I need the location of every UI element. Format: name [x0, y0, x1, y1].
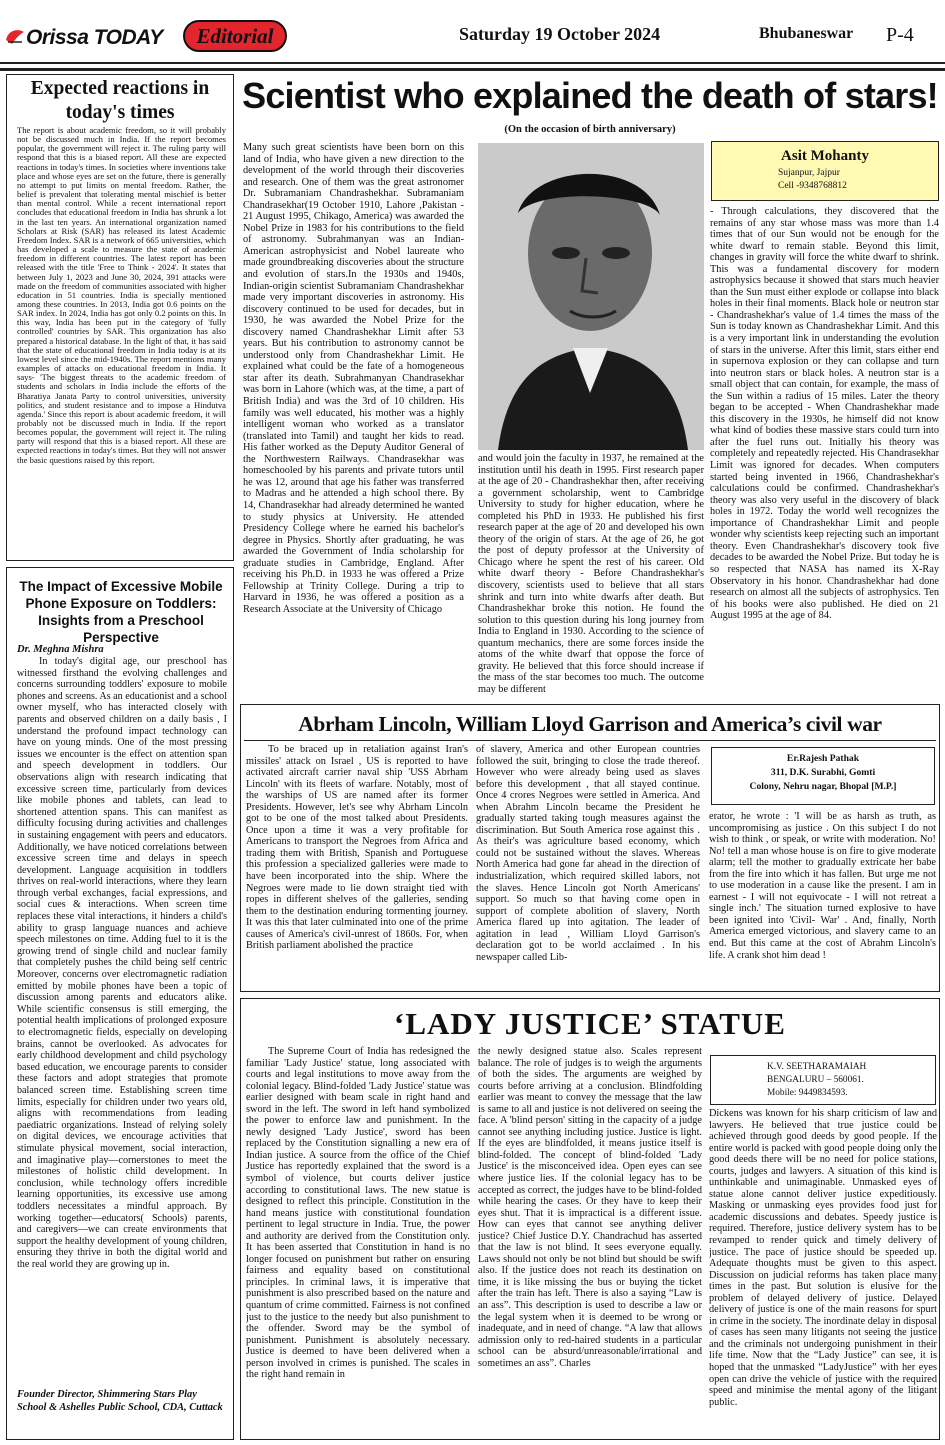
editorial-2-body: In today's digital age, our preschool has witnessed firsthand the evolving challenges and concerns surrounding toddlers' exposure to mobile phones and screens. As an educationist and a school owner myself, who has interacted closely with parents and observed children on a daily basis , I understand the profound impact technology can have on young minds. One of the most pressing issues we encounter is the effect on attention span and speech development in toddlers. Our observations align with research indicating that excessive screen time, particularly from devices like mobile phones and tablets, can lead to shortened attention spans. This can manifest as difficulty focusing during activities and challenges in sustaining engagement with peers and educators. Additionally, we have noticed correlations between excessive screen time and delays in speech development. Language acquisition in toddlers thrives on real-world interactions, where they learn through verbal exchanges, facial expressions, and social cues & interactions. When screen time replaces these vital interactions, it hinders a child's ability to grasp language nuances and achieve speech milestones on time. Adding fuel to it is the growing trend of single child and nuclear family that completely pushes the child being self centric Moreover, concerns over electromagnetic radiation emitted by mobile phones have been a topic of discussion among parents and educators alike. While scientific consensus is still emerging, the potential health implications of prolonged exposure to electromagnetic fields, especially on developing brains, cannot be overlooked. As advocates for early childhood development and child psychology based education, we encourage parents to consider these factors and adopt strategies that promote balanced screen time. Establishing screen time limits, especially for children under two years old, aligns with recommendations from leading paediatric organizations. Instead of relying solely on digital devices, we encourage activities that stimulate physical movement, social interaction, and imaginative play—cornerstones to meet the milestones of holistic child development. In conclusion, while technology offers incredible learning opportunities, its excessive use among toddlers necessitates a mindful approach. By working together—educators( Schools) parents, and caregivers—we can create environments that support the healthy development of young children, ensuring they thrive in both the digital world and the real world they are growing up in.	[17, 656, 227, 1270]
logo-icon	[4, 26, 26, 46]
issue-date: Saturday 19 October 2024	[459, 24, 661, 44]
author-1-cell: Cell -9348768812	[778, 181, 847, 191]
author-2-addr-1: 311, D.K. Surabhi, Gomti	[770, 767, 876, 778]
author-2-addr-2: Colony, Nehru nagar, Bhopal [M.P.]	[749, 781, 897, 792]
author-box-2	[711, 747, 935, 805]
author-3-addr: BENGALURU – 560061.	[767, 1075, 864, 1085]
article-2-col-2: of slavery, America and other European countries followed the suit, bringing to close the trade thereof. However who were already being used as slaves before this development , that all stayed continue. Once 4 crores Negroes were settled in America. And when Abrahm Lincoln became the President he gradually started taking tough measures against the discrimination. But South America rose against this . As their's was agriculture based economy, which could not be sustained without the slaves. Whereas North America had gone far ahead in the direction of industrialization, which required skilled labors, not the slaves. Hence Lincoln got North Americans' support. So much so that having come open in support of complete abolition of slavery, North America flared up into agitation. The leader of agitation in lead , William Lloyd Garrison's declaration got to be world acclaimed . In his newspaper called Lib-	[476, 744, 700, 963]
article-2-rule	[244, 740, 936, 741]
city: Bhubaneswar	[759, 25, 854, 42]
header-rule	[0, 68, 945, 71]
article-2-title: Abrham Lincoln, William Lloyd Garrison and America’s civil war	[298, 712, 882, 736]
author-2-name: Er.Rajesh Pathak	[786, 753, 860, 764]
editorial-2-footer: Founder Director, Shimmering Stars Play School & Ashelles Public School, CDA, Cuttack	[17, 1389, 223, 1413]
editorial-box-2	[6, 567, 234, 1440]
page-number: P-4	[886, 24, 914, 46]
editorial-1-body: The report is about academic freedom, so it will probably not be discussed much in India. If the report becomes popular, the government will reject it. The ruling party will respond that this is a biased report. All these are expected reactions in today's times. In societies where inventions take place and whose eyes are set on the future, there is generally no attempt to put limits on mental freedom. Rather, the belief is prevalent that tolerating mental mischief is better than mental control. While a recent international report concludes that educational freedom in India has shrunk a lot in the last ten years. An international organization named Scholars at Risk (SAR) has released its latest Academic Freedom Index. SAR is a network of 665 universities, which has developed a scale to measure the state of academic freedom in different countries. The latest report has been released with the title 'Free to Think - 2024'. It states that between July 1, 2023 and June 30, 2024, 391 attacks were made on the freedom of communities associated with higher education in 51 countries. India is specially mentioned among these countries. In 2013, India got 0.6 points on the SAR index. In 2024, India has got only 0.2 points on this. In this way, India has been put in the category of 'fully controlled' countries by SAR. This organization has also prepared a historical database. In the light of that, it has said that the state of educational freedom in India today is at its lowest level since the mid-1940s. The report mentions many examples of attacks on educational freedom in India. It says- 'The biggest threats to the academic freedom of students and scholars in India include the efforts of the Bharatiya Janata Party to control universities, university politics, and student resistance and to impose a Hindutva agenda.' Since this report is about academic freedom, it will probably not be discussed much in India. If the report becomes popular, the government will reject it. The ruling party will respond that this is a biased report. All these are expected reactions in today's times. But they will not answer the basic questions raised by this report.	[17, 126, 226, 465]
article-1-col-3: - Through calculations, they discovered that the remains of any star whose mass was more than 1.4 times that of our Sun would not be enough for the white dwarf to remain stable. Beyond this limit, changes in gravity will force the white dwarf to shrink. This was a fundamental discovery for modern astrophysics because it showed that stars much heavier than the Sun must either explode or collapse into black holes in their final moments. Black hole or neutron star - Chandrashekhar's value of 1.4 times the mass of the Sun is today known as Chandrashekhar Limit. And this is a very important link in understanding the evolution of stars in the universe. After this limit, stars either end in supernova explosion or they can collapse and turn into neutron stars or black holes. A neutron star is a small object that can contain, for example, the mass of the Sun within a radius of 15 miles. Later the theory began to be accepted - When Chandrashekhar made this discovery in the 1930s, he himself did not know what kind of bodies these massive stars could turn into after the fuel runs out. Initially his theory was completely and repeatedly rejected. His Chandrasekhar Limit was ignored for decades. When computers started being invented in 1966, Chandrashekhar's calculations could be confirmed. Chandrashekhar's theory was also very useful in the discovery of black holes in 1972. Today the world well recognizes the importance of Chandrashekhar Limit and people wonder why scientists keep rejecting such an important theory. Even Chandrashekhar's discovery took five decades to be awarded the Nobel Prize. But today he is so respected that NASA has named its X-Ray Observatory in his honor. Chandrashekhar had done research on almost all the subjects of astrophysics. Ten of his books were also published. He died on 21 August 1995 at the age of 84.	[710, 206, 939, 622]
article-3-title: ‘LADY JUSTICE’ STATUE	[394, 1006, 786, 1041]
author-box-3	[710, 1055, 936, 1105]
article-3-col-2: the newly designed statue also. Scales represent balance. The role of judges is to weigh the arguments of both the sides. The arguments are weighed by courts before arriving at a conclusion. Blindfolding earlier was meant to convey the message that the law is same to all and justice is not delivered on seeing the face. A 'blind person' sitting in the capacity of a judge cannot see anything including justice. Justice is light. If the eyes are blindfolded, it means justice itself is blind-folded. The concept of blind-folded 'Lady Justice' is the misconceived idea. Open eyes can see where justice lies. If the colonial legacy has to be accepted as correct, the judges have to be blind-folded while hearing the cases. Or they have to keep their eyes shut. That it is impractical is a different issue. How can eyes that cannot see anything deliver justice? Chief Justice D.Y. Chandrachud has asserted that the law is not blind. It sees everyone equally. Laws should not only be not blind but should be swift also. If the justice does not reach its destination on time, it is like missing the bus or buying the ticket after the train has left. There is also a saying “Law is an ass”. This description is used to describe a law or the legal system when it is deemed to be wrong or inadequate, and in need of change. “A law that allows admission only to red-haired students in a particular school can be absurd/unreasonable/irrational and sometimes an ass”. Charles	[478, 1046, 702, 1369]
article-3-col-3: Dickens was known for his sharp criticism of law and lawyers. He believed that true justice could be achieved through good deeds by good people. If the entire world is packed with good people doing only the good deeds there will be no need for police stations, courts, judges and lawyers. A situation of this kind is unthinkable and unimaginable. Unmasked eyes of statue alone cannot deliver justice expeditiously. Masking or unmasking eyes provides food just for academic discussions and debates. Speedy justice is required. Therefore, justice delivery system has to be revamped to render quick and timely delivery of justice. The pace of justice should be speeded up. Adequate thoughts must be given to this aspect. Discussion on judicial reforms has taken place many times in the past. But solution is elusive for the problem of delayed delivery of justice. Delayed delivery of justice is one of the main reasons for spurt in crime in the society. The inordinate delay in disposal of cases has seen many litigants not seeing the justice and the criminals not undergoing punishment in their life time. Now that the “Lady Justice” can see, it is hoped that the unmasked “LadyJustice” with her eyes open can drive the vehicle of justice with the required speed and minimise the mental agony of the litigant public.	[709, 1108, 937, 1408]
author-1-name: Asit Mohanty	[781, 148, 869, 164]
scientist-photo	[478, 143, 704, 450]
article-1-title: Scientist who explained the death of stars!	[242, 75, 938, 116]
logo-text: Orissa TODAY	[26, 26, 163, 49]
article-2-col-1: To be braced up in retaliation against Iran's missiles' attack on Israel , US is reported to have activated aircraft carrier naval ship 'USS Abrham Lincoln' with its fleets of warfare. Notably, most of the warships of US are named after its former Presidents. However, let's see why Abrham Lincoln got to be one of the most talked about Presidents. Once upon a time it was a very profitable for Americans to transport the Negroes from Africa and trading them with British, Spanish and Portuguese this profession a specialized galleries were made to have been incorporated into the ship. Where the Negroes were made to lie down straight tied with ropes in different shelves of the galleries, sending them to the destination enduring tormenting journey. It was this that later culminated into one of the prime causes of America's civil-unrest of 1860s. For, when British parliament abolished the practice	[246, 744, 468, 952]
article-1-col-1: Many such great scientists have been born on this land of India, who have given a new direction to the development of the world through their discoveries and research. One of them was the great astronomer Dr. Subramaniam Chandrashekhar. Subramaniam Chandrasekhar(19 October 1910, Lahore ,Pakistan - 21 August 1995, Chikago, America) was awarded the Nobel Prize in 1983 for his contributions to the field of astronomy. Subrahmanyan was an Indian-American astrophysicist and Nobel laureate who made groundbreaking discoveries about the structure and evolution of stars.In the 1930s and 1940s, Indian-origin scientist Subramaniam Chandrashekhar made very important discoveries in astronomy. His discovery continued to be used for decades, but in 1930, he was awarded the Nobel Prize for the discovery named Chandrashekhar Limit after 53 years. But his contribution to astronomy cannot be understood only from Chandrashekhar Limit. He explained what could be the fate of a homogeneous star after its death. Subrahmanyan Chandrasekhar was born in Lahore (which was, at the time, a part of British India) and was the 3rd of 10 children. His family was well educated, his mother was a highly intelligent woman who worked as a translator (translated into Tamil) and taught her kids to read. His father worked as the Deputy Auditor General of the Northwestern Railways. Chandrasekhar was homeschooled by his parents and private tutors until he was 12, around that age his father was transferred to Madras and he attended a high school there. By 14, Chandrasekhar had already determined he wanted to study physics at University. He attended Presidency College where he earned his bachelor's degree in Physics. Shortly after graduating, he was awarded the Government of India scholarship for graduate studies in Cambridge, England. After receiving his Ph.D. in 1933 he was offered a Prize Fellowship at Trinity College. During a trip to Harvard in 1936, he was offered a position as a Research Associate at the University of Chicago	[243, 142, 464, 615]
editorial-box-1	[6, 74, 234, 561]
editorial-2-title: The Impact of Excessive Mobile Phone Exposure on Toddlers: Insights from a Preschool Perspective	[19, 579, 223, 645]
author-3-mobile: Mobile: 9449834593.	[767, 1088, 848, 1098]
section-badge	[183, 20, 287, 52]
section-label: Editorial	[196, 23, 274, 48]
author-box-1	[711, 141, 939, 201]
article-1-col-2: and would join the faculty in 1937, he remained at the institution until his death in 1995. First research paper at the age of 20 - Chandrashekhar then, after receiving a government scholarship, went to Cambridge University to study for higher education, where he completed his PhD in 1933. He published his first research paper at the age of 20 and developed his own theory of the origin of stars. At the age of 26, he got the post of deputy professor at the University of Chicago where he spent the rest of his career. Old white dwarf theory - Before Chandrashekhar's discovery, scientists used to believe that all stars shrink and turn into white dwarfs after death. But Chandrashekhar broke this notion. He found the solution to this question during his long journey from India to England in 1930. According to the science of quantum mechanics, there are some forces inside the atoms of the white dwarf that oppose the force of gravity. He believed that this force should increase if the mass of the star becomes too much. The outcome may be different	[478, 453, 704, 695]
editorial-1-title: Expected reactions in today's times	[30, 78, 210, 123]
article-1-subtitle: (On the occasion of birth anniversary)	[504, 124, 676, 135]
author-1-place: Sujanpur, Jajpur	[778, 168, 840, 178]
editorial-2-author: Dr. Meghna Mishra	[17, 644, 104, 655]
author-3-name: K.V. SEETHARAMAIAH	[767, 1062, 867, 1072]
masthead	[0, 0, 945, 64]
article-3-col-1: The Supreme Court of India has redesigned the familiar 'Lady Justice' statue, long associated with courts and legal institutions to move away from the colonial legacy. Blind-folded 'Lady Justice' statue was earlier designed with beam scale in right hand and sword in the left. The sword in left hand symbolized the power to enforce law and punishment. In the newly designed 'Lady Justice', sword has been replaced by the Constitution signalling a new era of Indian justice. A source from the office of the Chief Justice has reportedly explained that the sword is a symbol of violence, but courts deliver justice according to constitutional laws. The new statue is designed to reflect this principle. Constitution in the hand means justice with constitutional foundation pertinent to legal structure in India. True, the power and authority are derived from the Constitution only. It has been asserted that Constitution in hand is no longer focused on punishment but rather on ensuring fairness and equality based on constitutional principles. In criminal laws, it is imperative that punishment is also prescribed based on the nature and quantum of crime committed. Fairness is not confined just to the justice to the needy but also punishment to the offender. Sword may be the symbol of punishment. Punishment is absolutely necessary. Justice is deemed to have been delivered when a person involved in crimes is punished. The scales in the right hand remain in	[246, 1046, 470, 1381]
article-2-col-3: erator, he wrote : 'I will be as harsh as truth, as uncompromising as justice . On this subject I do not wish to think , or speak, or write with moderation. No! No! tell a man whose house is on fire to give moderate alarm; tell the mother to gradually extricate her babe from the fire into which it has fallen. But urge me not to use moderation in a cause like the present. I am in earnest - I will not equivocate - I will not retreat a single inch.' The situation turned explosive to have been ignited into 'Civil- War' . And, finally, North America emerged victorious, and slavery came to an end. But this came at the cost of Abrahm Lincoln's life. A crank shot him dead !	[709, 811, 936, 961]
